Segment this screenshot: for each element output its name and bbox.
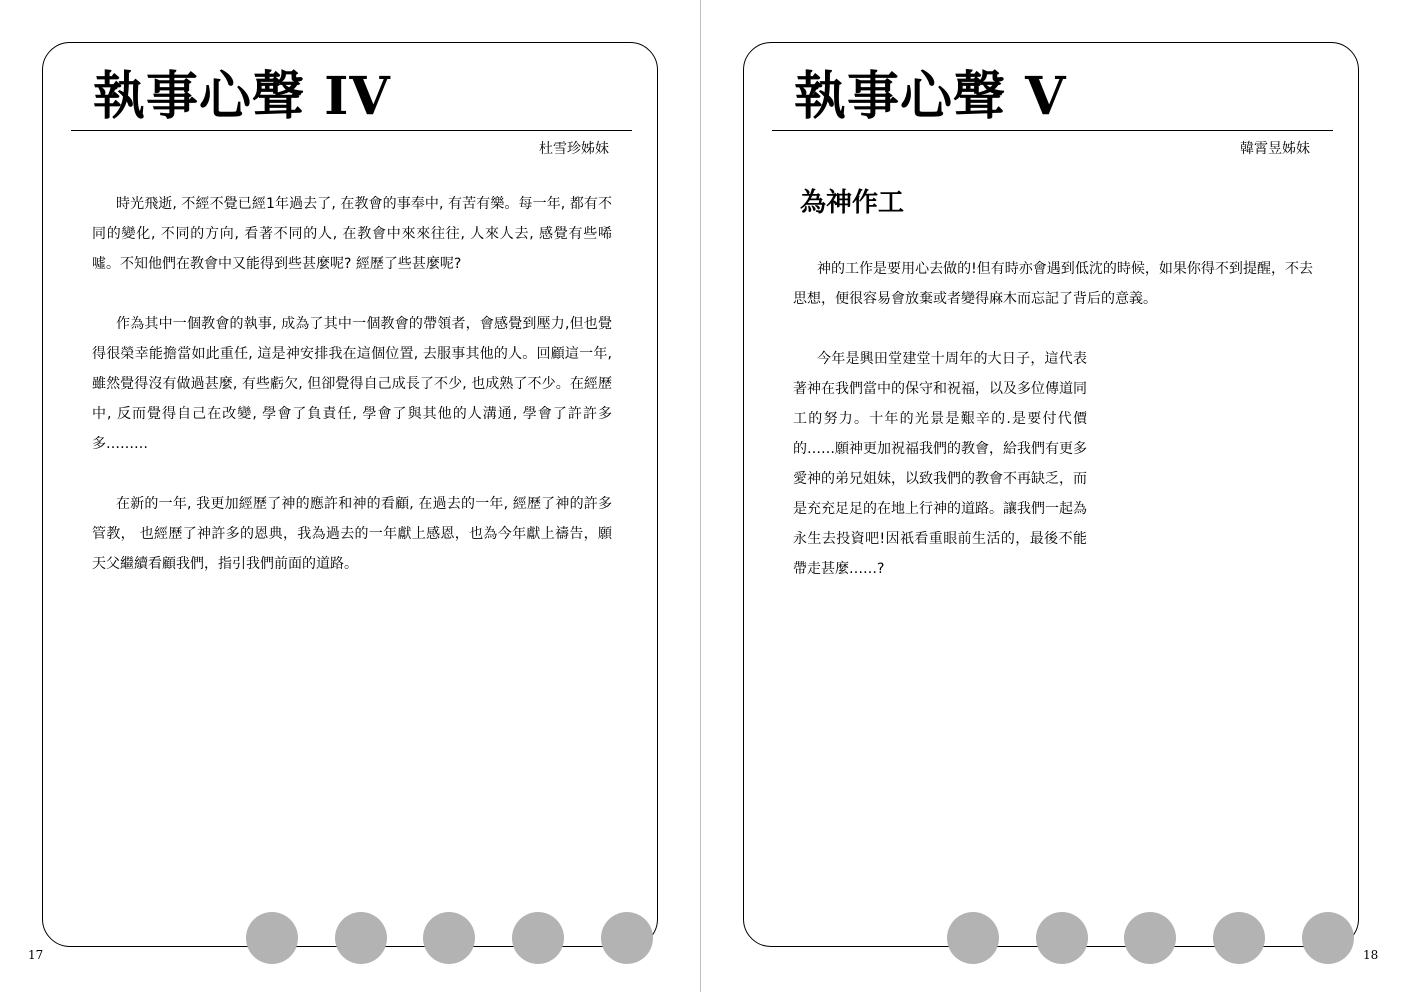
title-rule xyxy=(71,130,632,131)
article-body-narrow xyxy=(793,344,1087,614)
decorative-dot xyxy=(335,912,387,964)
paragraph: 在新的一年, 我更加經歷了神的應許和神的看顧, 在過去的一年, 經歷了神的許多管教， 也經歷了神許多的恩典，我為過去的一年獻上感恩，也為今年獻上禱告，願天父繼續看顧我們，指引我們前面的道路。 xyxy=(92,496,612,572)
left-page xyxy=(0,0,700,992)
decorative-dot xyxy=(512,912,564,964)
article-body xyxy=(92,189,612,609)
article-body xyxy=(793,254,1313,344)
decorative-dot xyxy=(246,912,298,964)
section-heading: 為神作工 xyxy=(800,188,905,218)
paragraph: 今年是興田堂建堂十周年的大日子，這代表著神在我們當中的保守和祝福，以及多位傳道同工的努力。十年的光景是艱辛的.是要付代價的……願神更加祝福我們的教會，給我們有更多愛神的弟兄姐妹，以致我們的教會不再缺乏，而是充充足足的在地上行神的道路。讓我們一起為永生去投資吧!因祇看重眼前生活的，最後不能帶走甚麼……? xyxy=(793,351,1087,577)
author-name: 杜雪珍姊妹 xyxy=(539,141,609,157)
decorative-dot xyxy=(1036,912,1088,964)
page-number: 17 xyxy=(28,948,44,962)
page-title: 執事心聲 IV xyxy=(93,66,391,127)
decorative-dot xyxy=(601,912,653,964)
right-page-frame xyxy=(743,42,1359,947)
decorative-dot xyxy=(1213,912,1265,964)
right-page xyxy=(701,0,1401,992)
decorative-dot xyxy=(1124,912,1176,964)
left-page-frame xyxy=(42,42,658,947)
paragraph: 時光飛逝, 不經不覺已經1年過去了, 在教會的事奉中, 有苦有樂。每一年, 都有不同的變化, 不同的方向, 看著不同的人, 在教會中來來往往, 人來人去, 感覺有些唏噓。不知他們在教會中又能得到些甚麼呢? 經歷了些甚麼呢? xyxy=(92,196,612,272)
author-name: 韓霄昱姊妹 xyxy=(1240,141,1310,157)
page-title: 執事心聲 V xyxy=(794,66,1067,127)
title-rule xyxy=(772,130,1333,131)
decorative-dot xyxy=(1302,912,1354,964)
paragraph: 神的工作是要用心去做的!但有時亦會遇到低沈的時候，如果你得不到提醒，不去思想，便很容易會放棄或者變得麻木而忘記了背后的意義。 xyxy=(793,261,1313,307)
decorative-dot xyxy=(423,912,475,964)
page-number: 18 xyxy=(1363,948,1379,962)
decorative-dot xyxy=(947,912,999,964)
paragraph: 作為其中一個教會的執事, 成為了其中一個教會的帶領者，會感覺到壓力,但也覺得很榮幸能擔當如此重任, 這是神安排我在這個位置, 去服事其他的人。回顧這一年, 雖然覺得沒有做過甚麼, 有些虧欠, 但卻覺得自己成長了不少, 也成熟了不少。在經歷中, 反而覺得自己在改變, 學會了負責任, 學會了與其他的人溝通, 學會了許許多多……… xyxy=(92,316,612,452)
